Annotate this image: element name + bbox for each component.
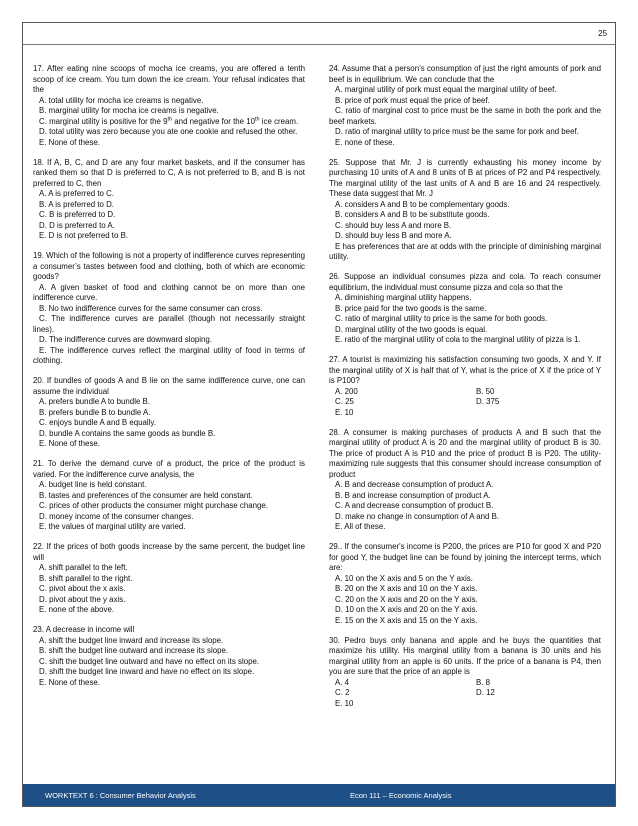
answer-option: E. none of the above. (39, 605, 115, 614)
answer-option: A. 200 (335, 386, 358, 396)
question-stem: 19. Which of the following is not a property of indifference curves representing a consumer’s tastes between food and clothing, both of which are economic goods? (33, 251, 305, 281)
question-stem: 26. Suppose an individual consumes pizza and cola. To reach consumer equilibrium, the individual must consume pizza and cola so that the (329, 272, 601, 292)
answer-option: B. 20 on the X axis and 10 on the Y axis. (335, 584, 478, 593)
answer-option: C. A and decrease consumption of product B. (335, 501, 494, 510)
answer-option: B. shift parallel to the right. (39, 573, 133, 583)
question-17 (33, 64, 305, 148)
answer-option: D. 12 (476, 688, 495, 697)
answer-option: D. bundle A contains the same goods as bundle B. (39, 428, 216, 438)
question-26 (329, 272, 601, 346)
answer-option: C. pivot about the x axis. (39, 584, 126, 593)
answer-option: C. prices of other products the consumer might purchase change. (39, 501, 268, 510)
question-stem: 17. After eating nine scoops of mocha ice creams, you are offered a tenth scoop of ice cream. You turn down the ice cream. Your refusal indicates that the (33, 64, 305, 94)
answer-option: D. total utility was zero because you ate one cookie and refused the other. (39, 127, 298, 136)
answer-option: C. shift the budget line outward and have no effect on its slope. (39, 656, 260, 666)
answer-option: C. 20 on the X axis and 20 on the Y axis. (335, 594, 478, 604)
question-28 (329, 428, 601, 533)
answer-option: D. pivot about the y axis. (39, 594, 126, 604)
answer-option: C. should buy less A and more B. (335, 220, 452, 230)
answer-option: E. ratio of the marginal utility of cola to the marginal utility of pizza is 1. (335, 335, 581, 344)
answer-option: C. The indifference curves are parallel (though not necessarily straight lines). (33, 314, 305, 334)
question-24 (329, 64, 601, 148)
answer-option: D. money income of the consumer changes. (39, 511, 194, 521)
answer-option-c (33, 117, 305, 128)
header-rule (23, 44, 615, 45)
answer-grid (329, 387, 601, 419)
question-stem: 24. Assume that a person’s consumption of just the right amounts of pork and beef is in equilibrium. We can conclude that the (329, 64, 601, 84)
answer-option: A. shift the budget line inward and increase its slope. (39, 635, 224, 645)
question-stem: 23. A decrease in income will (33, 625, 135, 634)
answer-option: E has preferences that are at odds with the principle of diminishing marginal utility. (329, 241, 601, 261)
question-stem: 20. If bundles of goods A and B lie on the same indifference curve, one can assume the individual (33, 376, 305, 396)
ordinal-suffix: th (167, 115, 173, 122)
answer-option: B. No two indifference curves for the same consumer can cross. (39, 303, 263, 313)
answer-option: E. None of these. (39, 137, 100, 147)
answer-option: A. 4 (335, 677, 350, 687)
answer-option: E. The indifference curves reflect the marginal utility of food in terms of clothing. (33, 345, 305, 365)
answer-option: B. price paid for the two goods is the same. (335, 303, 487, 313)
question-stem: 22. If the prices of both goods increase by the same percent, the budget line will (33, 542, 305, 562)
answer-option: B. price of pork must equal the price of beef. (335, 95, 490, 105)
answer-option: B. tastes and preferences of the consumer are held constant. (39, 490, 253, 500)
question-18 (33, 158, 305, 242)
answer-option: B. considers A and B to be substitute goods. (335, 210, 490, 219)
question-22 (33, 542, 305, 616)
footer-course-title: Econ 111 – Economic Analysis (350, 791, 452, 800)
answer-option: A. diminishing marginal utility happens. (335, 293, 472, 302)
answer-option: E. None of these. (39, 677, 100, 687)
answer-option: E. 10 (335, 698, 354, 708)
ordinal-suffix: th (255, 115, 260, 122)
answer-option: D. make no change in consumption of A and B. (335, 511, 500, 521)
answer-option: B. A is preferred to D. (39, 199, 114, 209)
answer-option: E. None of these. (39, 439, 100, 448)
answer-option: C. ratio of marginal utility to price is the same for both goods. (335, 314, 548, 323)
answer-option: A. total utility for mocha ice creams is negative. (39, 95, 204, 105)
answer-option: D. ratio of marginal utility to price must be the same for pork and beef. (335, 127, 579, 136)
answer-option: E. the values of marginal utility are varied. (39, 522, 186, 531)
answer-option: A. A given basket of food and clothing cannot be on more than one indifference curve. (33, 282, 305, 302)
answer-option: B. B and increase consumption of product A. (335, 490, 491, 500)
question-30 (329, 636, 601, 710)
answer-option: A. budget line is held constant. (39, 480, 147, 489)
answer-option: D. should buy less B and more A. (335, 231, 452, 240)
option-text: C. marginal utility is positive for the 9 (39, 116, 168, 126)
footer-bar (23, 784, 615, 806)
answer-option: C. ratio of marginal cost to price must be the same in both the pork and the beef markets. (329, 106, 601, 126)
worktext-page (22, 22, 616, 807)
answer-option: C. enjoys bundle A and B equally. (39, 418, 156, 427)
answer-option: D. 375 (476, 397, 500, 406)
answer-option: B. 8 (476, 677, 491, 687)
question-25 (329, 158, 601, 263)
answer-option: C. B is preferred to D. (39, 210, 116, 219)
answer-option: A. 10 on the X axis and 5 on the Y axis. (335, 573, 473, 583)
answer-option: B. prefers bundle B to bundle A. (39, 407, 151, 417)
answer-option: A. considers A and B to be complementary goods. (335, 199, 510, 209)
page-number: 25 (598, 29, 607, 38)
question-20 (33, 376, 305, 450)
question-stem: 29.. If the consumer's income is P200, the prices are P10 for good X and P20 for good Y, the budget line can be found by joining the intercept terms, which are: (329, 542, 601, 572)
answer-option: E. none of these. (335, 137, 395, 147)
question-stem: 25. Suppose that Mr. J is currently exhausting his money income by purchasing 10 units of A and 8 units of B at prices of P2 and P4 respectively. The marginal utility of the last units of A and B are 16 and 24 respectively. These data suggest that Mr. J (329, 157, 601, 198)
answer-option: A. shift parallel to the left. (39, 563, 128, 572)
right-question-column (329, 64, 601, 719)
answer-option: D. 10 on the X axis and 20 on the Y axis. (335, 605, 478, 614)
answer-option: E. All of these. (335, 522, 386, 531)
question-stem: 18. If A, B, C, and D are any four market baskets, and if the consumer has ranked them so that D is preferred to C, A is not preferred to B, and B is not preferred to C, then (33, 157, 305, 188)
answer-option: E. 15 on the X axis and 15 on the Y axis. (335, 615, 478, 625)
answer-option: E. D is not preferred to B. (39, 231, 129, 240)
question-23 (33, 625, 305, 688)
question-stem: 30. Pedro buys only banana and apple and he buys the quantities that maximize his utility. His marginal utility from a banana is 30 units and his marginal utility from an apple is 60 units. If the price of a banana is P4, then you are sure that the price of an apple is (329, 635, 601, 676)
option-text: and negative for the 10 (172, 116, 256, 126)
answer-grid (329, 678, 601, 710)
answer-option: A. prefers bundle A to bundle B. (39, 397, 150, 406)
answer-option: B. shift the budget line outward and increase its slope. (39, 646, 229, 655)
question-stem: 21. To derive the demand curve of a product, the price of the product is varied. For the indifference curve analysis, the (33, 459, 305, 479)
question-21 (33, 459, 305, 533)
answer-option: C. 2 (335, 688, 350, 697)
question-29 (329, 542, 601, 626)
option-text: ice cream. (259, 116, 299, 126)
question-27 (329, 355, 601, 418)
footer-worktext-title: WORKTEXT 6 : Consumer Behavior Analysis (45, 791, 196, 800)
answer-option: A. A is preferred to C. (39, 189, 114, 198)
question-19 (33, 251, 305, 367)
question-stem: 27. A tourist is maximizing his satisfaction consuming two goods, X and Y. If the marginal utility of X is half that of Y, what is the price of X if the price of Y is P100? (329, 355, 601, 385)
answer-option: D. The indifference curves are downward sloping. (39, 335, 212, 344)
answer-option: A. marginal utility of pork must equal the marginal utility of beef. (335, 85, 557, 94)
answer-option: D. shift the budget line inward and have no effect on its slope. (39, 667, 255, 676)
answer-option: E. 10 (335, 407, 354, 417)
question-stem: 28. A consumer is making purchases of products A and B such that the marginal utility of product A is 20 and the marginal utility of product B is 30. The price of product A is P10 and the price of product B is P20. The utility- maximizing rule suggests that this consumer should increase consumption of product (329, 427, 601, 479)
answer-option: A. B and decrease consumption of product A. (335, 480, 494, 489)
answer-option: D. D is preferred to A. (39, 220, 115, 230)
answer-option: C. 25 (335, 397, 354, 406)
answer-option: B. marginal utility for mocha ice creams is negative. (39, 106, 219, 115)
answer-option: D. marginal utility of the two goods is equal. (335, 324, 488, 334)
answer-option: B. 50 (476, 386, 495, 396)
left-question-column (33, 64, 305, 698)
